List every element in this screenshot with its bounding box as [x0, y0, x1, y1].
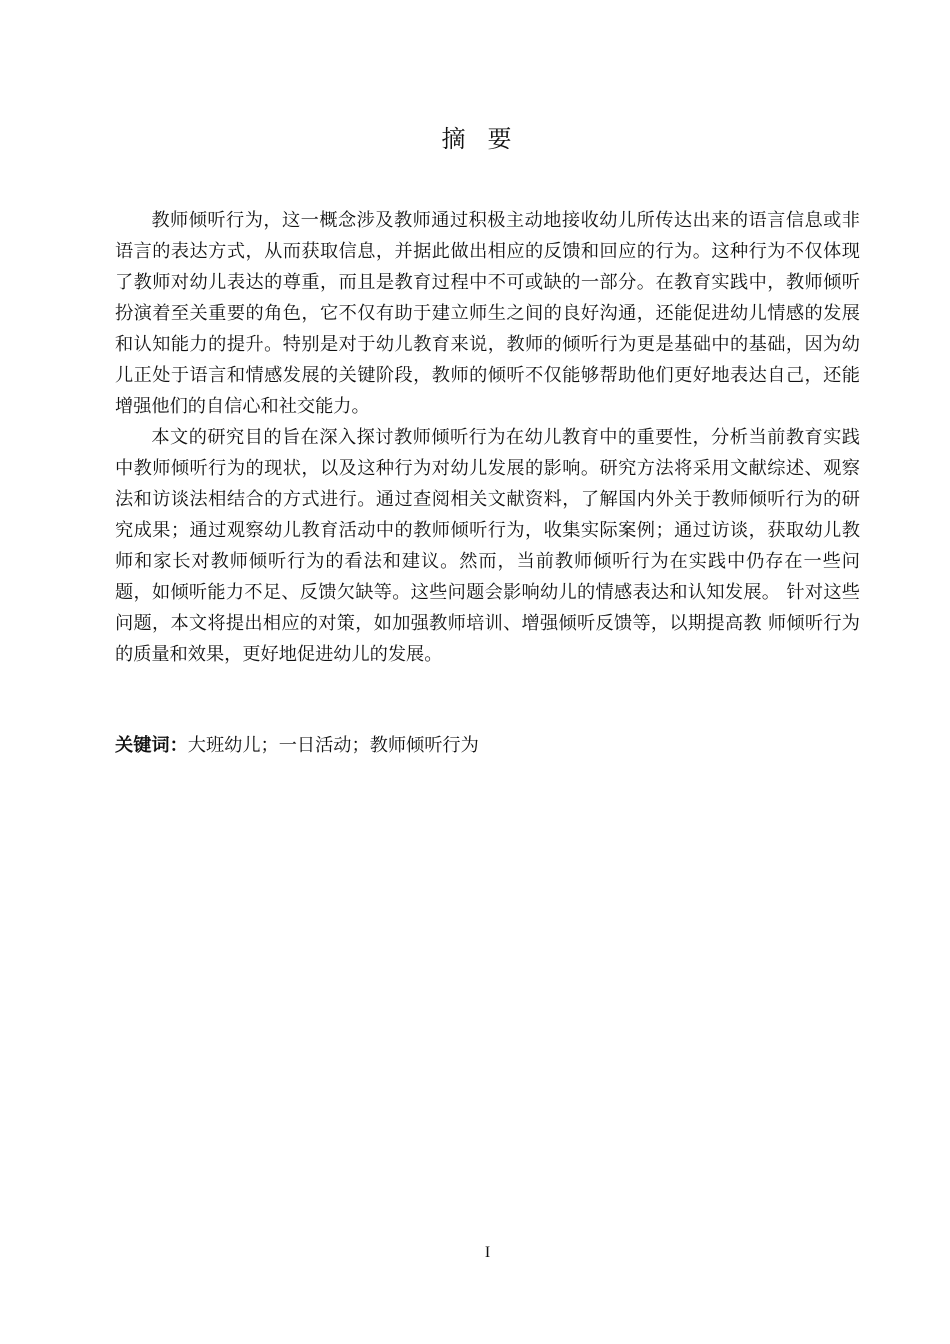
abstract-body [115, 205, 860, 670]
page-number: I [484, 1244, 491, 1261]
abstract-paragraph-2: 本文的研究目的旨在深入探讨教师倾听行为在幼儿教育中的重要性，分析当前教育实践中教师倾听行为的现状，以及这种行为对幼儿发展的影响。研究方法将采用文献综述、观察法和访谈法相结合的方式进行。通过查阅相关文献资料，了解国内外关于教师倾听行为的研究成果；通过观察幼儿教育活动中的教师倾听行为，收集实际案例；通过访谈，获取幼儿教师和家长对教师倾听行为的看法和建议。然而，当前教师倾听行为在实践中仍存在一些问题，如倾听能力不足、反馈欠缺等。这些问题会影响幼儿的情感表达和认知发展。 针对这些问题，本文将提出相应的对策，如加强教师培训、增强倾听反馈等，以期提高教 师倾听行为的质量和效果，更好地促进幼儿的发展。 [115, 427, 860, 665]
keywords-text: 大班幼儿；一日活动；教师倾听行为 [187, 735, 479, 756]
keywords-line [115, 732, 860, 760]
abstract-paragraph-1: 教师倾听行为，这一概念涉及教师通过积极主动地接收幼儿所传达出来的语言信息或非语言的表达方式，从而获取信息，并据此做出相应的反馈和回应的行为。这种行为不仅体现了教师对幼儿表达的尊重，而且是教育过程中不可或缺的一部分。在教育实践中，教师倾听扮演着至关重要的角色，它不仅有助于建立师生之间的良好沟通，还能促进幼儿情感的发展和认知能力的提升。特别是对于幼儿教育来说，教师的倾听行为更是基础中的基础，因为幼儿正处于语言和情感发展的关键阶段，教师的倾听不仅能够帮助他们更好地表达自己，还能增强他们的自信心和社交能力。 [115, 210, 860, 417]
keywords-label: 关键词： [115, 735, 188, 756]
page-title: 摘要 [441, 125, 534, 153]
